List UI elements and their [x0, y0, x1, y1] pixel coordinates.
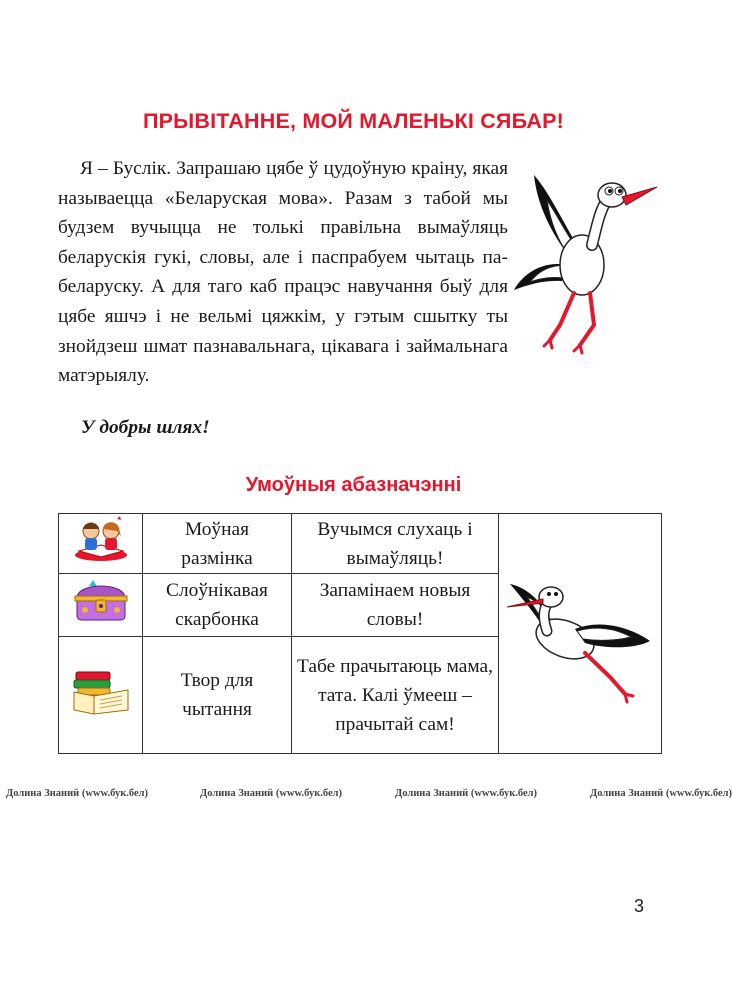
- legend-title: Умоўныя абазначэнні: [245, 474, 462, 496]
- legend-table: [58, 513, 662, 754]
- watermark-strip: [0, 786, 732, 806]
- legend-icon-cell: [59, 514, 143, 574]
- stork-picture-cell: [499, 514, 662, 754]
- watermark-text: Долина Знаний (www.бук.бел): [395, 788, 538, 799]
- page-number: 3: [634, 896, 645, 916]
- legend-icon-cell: [59, 574, 143, 637]
- legend-description: Запамінаем новыя словы!: [292, 574, 499, 637]
- legend-name: Слоўнікавая скарбонка: [143, 574, 292, 637]
- watermark-text: Долина Знаний (www.бук.бел): [6, 788, 149, 799]
- page-heading: ПРЫВІТАННЕ, МОЙ МАЛЕНЬКІ СЯБАР!: [142, 109, 565, 133]
- intro-paragraph: Я – Буслік. Запрашаю цябе ў цудоўную краіну, якая называецца «Беларуская мова». Разам з табой мы будзем вучыцца не толькі правільна вымаўляць беларускія гукі, словы, але і паспрабуем чытаць па-беларуску. А для таго каб працэс навучання быў для цябе яшчэ і не вельмі цяжкім, у гэтым сшытку ты знойдзеш шмат пазнавальнага, цікавага і займальнага матэрыялу.: [58, 158, 508, 387]
- children-reading-icon: [71, 515, 131, 563]
- flying-stork-icon: [505, 559, 655, 709]
- legend-name: Моўная размінка: [143, 514, 292, 574]
- books-icon: [70, 666, 132, 716]
- table-row: [59, 514, 662, 574]
- treasure-chest-icon: [71, 576, 131, 626]
- watermark-text: Долина Знаний (www.бук.бел): [590, 788, 732, 799]
- legend-description: Табе прачытаюць мама, тата. Калі ўмееш – прачытай сам!: [292, 637, 499, 754]
- stork-mascot-icon: [512, 165, 662, 365]
- watermark-text: Долина Знаний (www.бук.бел): [200, 788, 343, 799]
- legend-description: Вучымся слухаць і вымаўляць!: [292, 514, 499, 574]
- good-luck-wish: У добры шлях!: [81, 417, 210, 438]
- legend-name: Твор для чытання: [143, 637, 292, 754]
- legend-icon-cell: [59, 637, 143, 754]
- intro-text: [58, 154, 508, 391]
